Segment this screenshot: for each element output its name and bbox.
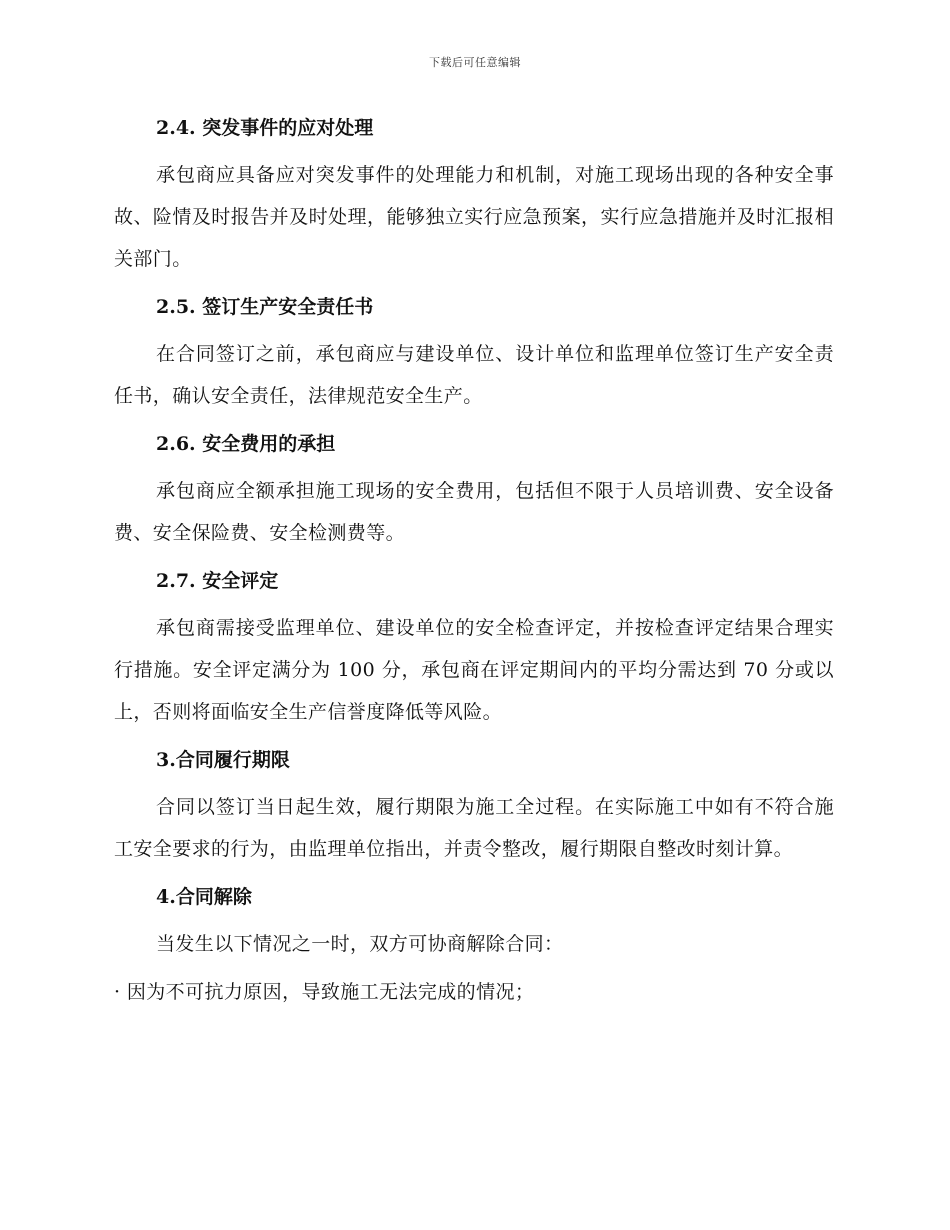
document-body — [114, 108, 834, 1019]
section-2-5-paragraph: 在合同签订之前，承包商应与建设单位、设计单位和监理单位签订生产安全责任书，确认安全责任，法律规范安全生产。 — [114, 343, 834, 407]
section-2-7-heading: 2.7. 安全评定 — [156, 570, 279, 592]
section-2-4-paragraph: 承包商应具备应对突发事件的处理能力和机制，对施工现场出现的各种安全事故、险情及时报告并及时处理，能够独立实行应急预案，实行应急措施并及时汇报相关部门。 — [114, 164, 834, 270]
section-4-paragraph: 当发生以下情况之一时，双方可协商解除合同： — [156, 933, 564, 955]
section-2-4-heading: 2.4. 突发事件的应对处理 — [156, 117, 374, 139]
section-2-7-paragraph: 承包商需接受监理单位、建设单位的安全检查评定，并按检查评定结果合理实行措施。安全评定满分为 100 分，承包商在评定期间内的平均分需达到 70 分或以上，否则将面临安全生产信誉度降低等风险。 — [114, 617, 834, 723]
section-4-bullet-item: · 因为不可抗力原因，导致施工无法完成的情况； — [114, 981, 535, 1003]
section-3-heading: 3.合同履行期限 — [156, 749, 290, 771]
section-3-paragraph: 合同以签订当日起生效，履行期限为施工全过程。在实际施工中如有不符合施工安全要求的行为，由监理单位指出，并责令整改，履行期限自整改时刻计算。 — [114, 796, 834, 860]
section-2-6-paragraph: 承包商应全额承担施工现场的安全费用，包括但不限于人员培训费、安全设备费、安全保险费、安全检测费等。 — [114, 480, 834, 544]
page-header-note: 下载后可任意编辑 — [429, 56, 521, 69]
section-2-6-heading: 2.6. 安全费用的承担 — [156, 433, 336, 455]
section-2-5-heading: 2.5. 签订生产安全责任书 — [156, 296, 374, 318]
section-4-heading: 4.合同解除 — [156, 886, 252, 908]
